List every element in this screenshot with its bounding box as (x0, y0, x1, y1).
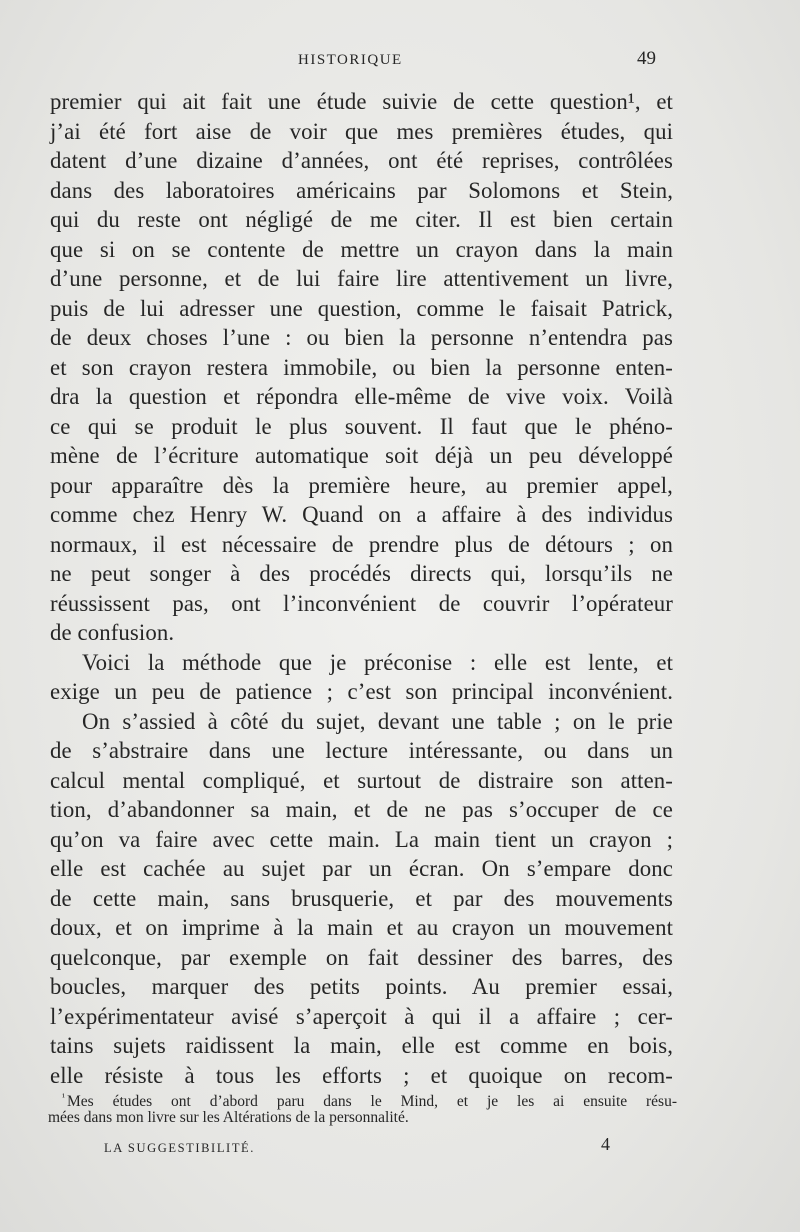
text-line: elle résiste à tous les efforts ; et quoique on recom- (50, 1062, 673, 1088)
text-line: dans des laboratoires américains par Solomons et Stein, (50, 177, 673, 203)
text-line: j’ai été fort aise de voir que mes premières études, qui (50, 118, 673, 144)
text-line: puis de lui adresser une question, comme le faisait Patrick, (50, 295, 673, 321)
text-line: quelconque, par exemple on fait dessiner des barres, des (50, 944, 673, 970)
text-line: tains sujets raidissent la main, elle est comme en bois, (50, 1033, 673, 1058)
text-line: tion, d’abandonner sa main, et de ne pas s’occuper de ce (50, 797, 673, 822)
text-line: calcul mental compliqué, et surtout de distraire son atten- (50, 767, 673, 793)
text-line: ce qui se produit le plus souvent. Il faut que le phéno- (50, 413, 673, 439)
text-line: doux, et on imprime à la main et au crayon un mouvement (50, 915, 673, 940)
text-line: ne peut songer à des procédés directs qui, lorsqu’ils ne (50, 561, 673, 586)
text-line: de cette main, sans brusquerie, et par des mouvements (50, 885, 673, 911)
footnote-text: Mes études ont d’abord paru dans le Mind, et je les ai ensuite résu- (67, 1093, 677, 1110)
running-title: HISTORIQUE (298, 52, 403, 68)
page-number: 49 (637, 48, 656, 69)
text-line: de deux choses l’une : ou bien la personne n’entendra pas (50, 325, 673, 350)
text-line: mène de l’écriture automatique soit déjà un peu développé (50, 443, 673, 468)
text-line: l’expérimentateur avisé s’aperçoit à qui il a affaire ; cer- (50, 1003, 673, 1029)
footnote (48, 1088, 677, 1128)
text-line: de s’abstraire dans une lecture intéressante, ou dans un (50, 738, 673, 763)
text-line: qui du reste ont négligé de me citer. Il est bien certain (50, 207, 673, 232)
text-line: On s’assied à côté du sujet, devant une table ; on le prie (82, 708, 673, 734)
footnote-mark: ¹ (62, 1092, 65, 1103)
text-line: normaux, il est nécessaire de prendre plus de détours ; on (50, 531, 673, 557)
signature-label: LA SUGGESTIBILITÉ. (104, 1141, 256, 1155)
text-line: dra la question et répondra elle-même de vive voix. Voilà (50, 384, 673, 409)
text-line: qu’on va faire avec cette main. La main tient un crayon ; (50, 826, 673, 852)
text-line: d’une personne, et de lui faire lire attentivement un livre, (50, 266, 673, 291)
body-text (50, 87, 673, 1090)
text-line: comme chez Henry W. Quand on a affaire à des individus (50, 502, 673, 527)
text-line: pour apparaître dès la première heure, au premier appel, (50, 472, 673, 498)
text-line: premier qui ait fait une étude suivie de cette question¹, et (50, 89, 673, 114)
text-line: datent d’une dizaine d’années, ont été reprises, contrôlées (50, 148, 673, 173)
signature-number: 4 (601, 1134, 610, 1154)
text-line: elle est cachée au sujet par un écran. On s’empare donc (50, 856, 673, 881)
footnote-line (62, 1088, 677, 1108)
text-line: exige un peu de patience ; c’est son principal inconvénient. (50, 679, 673, 704)
text-line: que si on se contente de mettre un crayon dans la main (50, 236, 673, 262)
text-line: et son crayon restera immobile, ou bien la personne enten- (50, 354, 673, 380)
text-line: de confusion. (50, 620, 175, 645)
text-line: boucles, marquer des petits points. Au premier essai, (50, 974, 673, 999)
text-line: Voici la méthode que je préconise : elle est lente, et (82, 649, 673, 675)
text-line: réussissent pas, ont l’inconvénient de couvrir l’opérateur (50, 590, 673, 616)
footnote-line: mées dans mon livre sur les Altérations de la personnalité. (48, 1109, 409, 1126)
